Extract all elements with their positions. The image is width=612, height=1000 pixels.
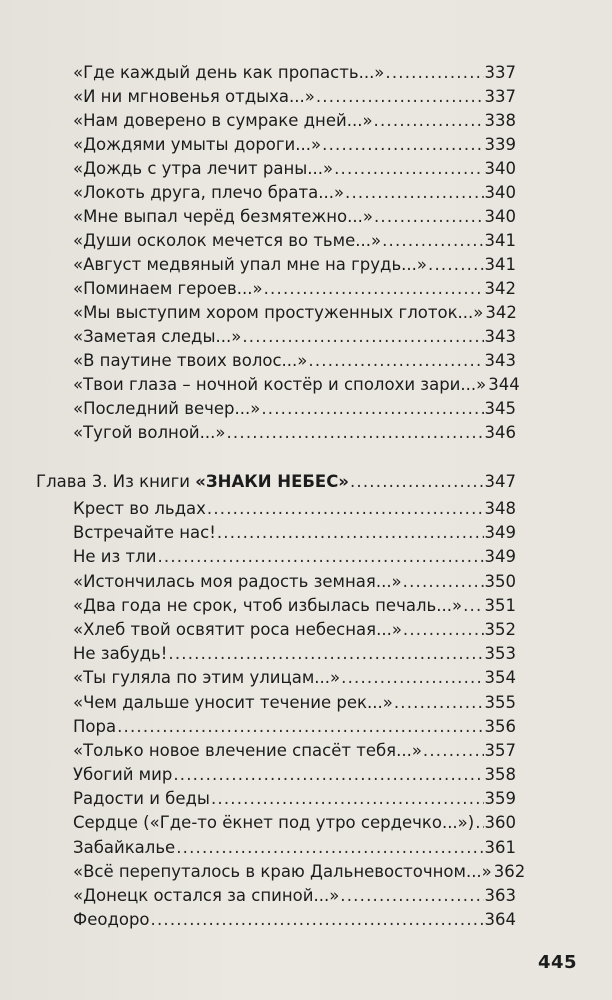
dot-leader — [117, 715, 483, 739]
toc-entry-title: «И ни мгновенья отдыха...» — [73, 87, 315, 106]
toc-entry-page: 340 — [484, 159, 516, 178]
toc-entry-title: «Только новое влечение спасёт тебя...» — [73, 741, 422, 760]
toc-entry-page: 337 — [484, 87, 516, 106]
toc-entry-page: 337 — [484, 63, 516, 82]
toc-entry-title: «Дождь с утра лечит раны...» — [73, 159, 334, 178]
dot-leader — [242, 325, 483, 349]
dot-leader — [151, 908, 484, 932]
toc-entry-page: 340 — [484, 207, 516, 226]
toc-entry-page: 349 — [484, 547, 516, 566]
toc-entry-page: 358 — [484, 765, 516, 784]
toc-entry-title: «Нам доверено в сумраке дней...» — [73, 111, 373, 130]
toc-entry — [73, 908, 516, 932]
dot-leader — [217, 521, 484, 545]
dot-leader — [316, 85, 484, 109]
toc-entry-title: Не забудь! — [73, 644, 168, 663]
dot-leader — [345, 181, 483, 205]
toc-entry — [73, 277, 516, 301]
chapter-title — [36, 470, 349, 494]
chapter-heading — [36, 470, 516, 494]
toc-entry — [73, 373, 520, 397]
toc-entry-title: «Поминаем героев...» — [73, 279, 263, 298]
toc-entry — [73, 763, 516, 787]
toc-entry-title: «Дождями умыты дороги...» — [73, 135, 322, 154]
dot-leader — [334, 157, 483, 181]
dot-leader — [341, 666, 483, 690]
toc-entry — [73, 253, 516, 277]
dot-leader — [157, 545, 483, 569]
toc-entry-page: 345 — [484, 399, 516, 418]
toc-entry-title: «Всё перепуталось в краю Дальневосточном...» — [73, 862, 492, 881]
toc-entry — [73, 666, 516, 690]
toc-entry-page: 350 — [484, 572, 516, 591]
dot-leader — [374, 205, 484, 229]
toc-entry — [73, 594, 516, 618]
toc-entry-title: «Ты гуляла по этим улицам...» — [73, 668, 341, 687]
toc-entry-title: Забайкалье — [73, 838, 176, 857]
toc-entry-page: 355 — [484, 693, 516, 712]
toc-entry-page: 354 — [484, 668, 516, 687]
toc-entry-title: «Донецк остался за спиной...» — [73, 886, 340, 905]
toc-entry — [73, 85, 516, 109]
toc-entry — [73, 205, 516, 229]
toc-entry-title: Радости и беды — [73, 789, 210, 808]
toc-entry-title: Встречайте нас! — [73, 523, 216, 542]
dot-leader — [207, 497, 484, 521]
toc-entry-title: «В паутине твоих волос...» — [73, 351, 308, 370]
toc-entry-page: 348 — [484, 499, 516, 518]
toc-entry-page: 352 — [484, 620, 516, 639]
dot-leader — [261, 397, 483, 421]
toc-entry-title: Феодоро — [73, 910, 150, 929]
toc-entry-title: «Последний вечер...» — [73, 399, 261, 418]
toc-entry-title: «Тугой волной...» — [73, 423, 226, 442]
toc-entry — [73, 570, 516, 594]
dot-leader — [322, 133, 483, 157]
toc-entry — [73, 133, 516, 157]
toc-entry — [73, 421, 516, 445]
toc-entry — [73, 109, 516, 133]
toc-entry — [73, 157, 516, 181]
chapter-book-title: «ЗНАКИ НЕБЕС» — [195, 472, 349, 491]
toc-entry — [73, 497, 516, 521]
dot-leader — [176, 836, 483, 860]
dot-leader — [340, 884, 483, 908]
toc-entry — [73, 349, 516, 373]
toc-entry-page: 363 — [484, 886, 516, 905]
chapter-page: 347 — [484, 472, 516, 491]
toc-entry-title: «Заметая следы...» — [73, 327, 242, 346]
toc-entry-page: 362 — [493, 862, 526, 881]
toc-entry — [73, 61, 516, 85]
toc-entry — [73, 397, 516, 421]
dot-leader — [374, 109, 484, 133]
toc-entry-title: «Души осколок мечется во тьме...» — [73, 231, 382, 250]
toc-entry-title: «Локоть друга, плечо брата...» — [73, 183, 345, 202]
toc-entry — [73, 618, 516, 642]
toc-entry — [73, 181, 516, 205]
toc-entry-page: 339 — [484, 135, 516, 154]
dot-leader — [350, 470, 484, 494]
dot-leader — [423, 739, 484, 763]
toc-entry-page: 361 — [484, 838, 516, 857]
dot-leader — [168, 642, 483, 666]
toc-entry — [73, 545, 516, 569]
toc-entry-title: Не из тли — [73, 547, 157, 566]
toc-entry-page: 341 — [484, 255, 516, 274]
toc-entry — [73, 691, 516, 715]
toc-entry — [73, 884, 516, 908]
toc-entry-page: 351 — [484, 596, 516, 615]
toc-entry-page: 341 — [484, 231, 516, 250]
chapter-prefix: Глава 3. Из книги — [36, 472, 196, 491]
toc-entry — [73, 860, 526, 884]
toc-entry-page: 346 — [484, 423, 516, 442]
dot-leader — [264, 277, 484, 301]
dot-leader — [428, 253, 483, 277]
toc-entry-title: «Мы выступим хором простуженных глоток...» — [73, 303, 484, 322]
toc-entry-page: 360 — [484, 813, 516, 832]
dot-leader — [475, 811, 483, 835]
toc-entry-page: 343 — [484, 351, 516, 370]
toc-entry — [73, 642, 516, 666]
toc-entry-title: «Чем дальше уносит течение рек...» — [73, 693, 393, 712]
dot-leader — [226, 421, 483, 445]
toc-entry-page: 344 — [488, 375, 520, 394]
toc-entry — [73, 715, 516, 739]
dot-leader — [308, 349, 483, 373]
dot-leader — [211, 787, 484, 811]
toc-entry-title: Пора — [73, 717, 117, 736]
dot-leader — [403, 618, 484, 642]
toc-entry — [73, 739, 516, 763]
dot-leader — [403, 570, 484, 594]
toc-entry-page: 357 — [484, 741, 516, 760]
dot-leader — [463, 594, 483, 618]
toc-entry-title: «Истончилась моя радость земная...» — [73, 572, 402, 591]
toc-entry-page: 359 — [484, 789, 516, 808]
toc-entry-title: Убогий мир — [73, 765, 173, 784]
toc-entry-title: Крест во льдах — [73, 499, 206, 518]
dot-leader — [394, 691, 484, 715]
toc-entry-page: 342 — [484, 279, 516, 298]
dot-leader — [173, 763, 483, 787]
toc-entry-page: 356 — [484, 717, 516, 736]
toc-entry-page: 342 — [485, 303, 517, 322]
toc-entry-page: 343 — [484, 327, 516, 346]
toc-entry — [73, 811, 516, 835]
dot-leader — [385, 61, 483, 85]
toc-entry — [73, 229, 516, 253]
toc-entry-page: 353 — [484, 644, 516, 663]
toc-entry-page: 364 — [484, 910, 516, 929]
toc-entry-title: «Твои глаза – ночной костёр и сполохи зари...» — [73, 375, 487, 394]
toc-entry-title: «Где каждый день как пропасть...» — [73, 63, 385, 82]
toc-entry-page: 340 — [484, 183, 516, 202]
toc-entry-title: «Мне выпал черёд безмятежно...» — [73, 207, 373, 226]
toc-entry — [73, 301, 516, 325]
toc-entry-title: «Два года не срок, чтоб избылась печаль...» — [73, 596, 463, 615]
dot-leader — [382, 229, 483, 253]
toc-entry-title: «Хлеб твой освятит роса небесная...» — [73, 620, 402, 639]
toc-entry — [73, 836, 516, 860]
toc-entry-title: Сердце («Где-то ёкнет под утро сердечко...») — [73, 813, 475, 832]
page-number: 445 — [538, 952, 578, 973]
toc-entry — [73, 521, 516, 545]
toc-entry-title: «Август медвяный упал мне на грудь...» — [73, 255, 428, 274]
toc-entry-page: 338 — [484, 111, 516, 130]
toc-entry — [73, 325, 516, 349]
toc-entry-page: 349 — [484, 523, 516, 542]
toc-entry — [73, 787, 516, 811]
